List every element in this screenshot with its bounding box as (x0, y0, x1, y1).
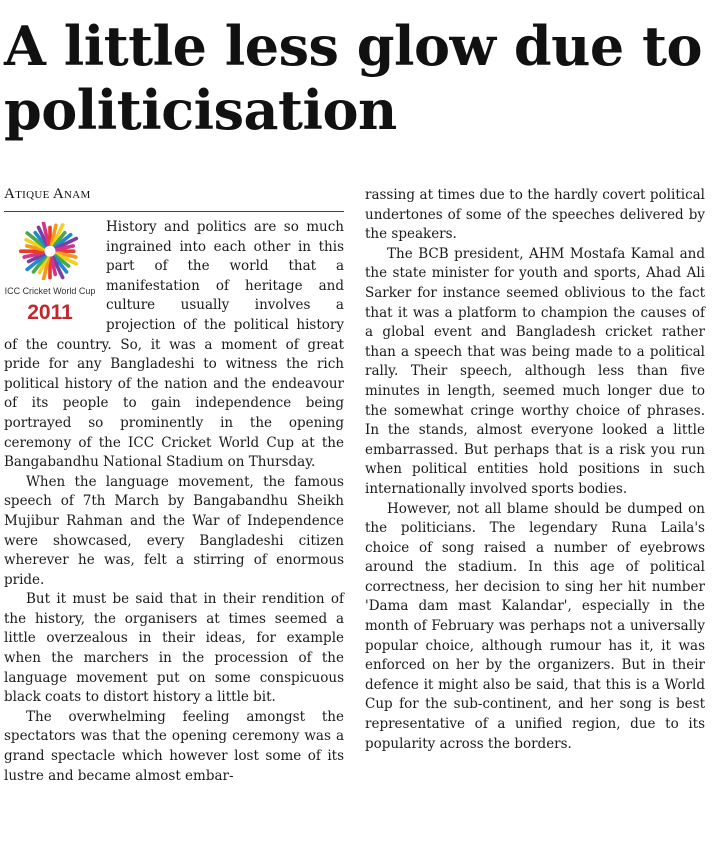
article-column-right (365, 186, 705, 863)
article-paragraph-4-continued: rassing at times due to the hardly covert political undertones of some of the speeches delivered by the speakers. (365, 187, 705, 243)
article-paragraph-3: But it must be said that in their rendition of the history, the organisers at times seemed a little overzealous in their ideas, for example when the marchers in the procession of the language movement put on some conspicuous black coats to distort history a little bit. (4, 591, 344, 706)
headline: A little less glow due to politicisation (4, 14, 702, 142)
article-paragraph-2: When the language movement, the famous speech of 7th March by Bangabandhu Sheikh Mujibur Rahman and the War of Independence were showcased, every Bangladeshi citizen wherever he was, felt a stirring of enormous pride. (4, 473, 344, 588)
world-cup-logo (4, 222, 96, 324)
article-paragraph-6: However, not all blame should be dumped on the politicians. The legendary Runa Laila's choice of song raised a number of eyebrows around the stadium. In this age of political correctness, her decision to sing her hit number 'Dama dam mast Kalandar', especially in the month of February was perhaps not a universally popular choice, although rumour has it, it was enforced on her by the organizers. But in their defence it might also be said, that this is a World Cup for the sub-continent, and her song is best representative of a unified region, due to its popularity across the borders. (365, 500, 705, 752)
article-paragraph-1: History and politics are so much ingrained into each other in this part of the world that a manifestation of heritage and culture usually involves a projection of the political history of the country. So, it was a moment of great pride for any Bangladeshi to witness the rich political history of the nation and the endeavour of its people to gain independence being portrayed so prominently in the opening ceremony of the ICC Cricket World Cup at the Bangabandhu National Stadium on Thursday. (4, 219, 344, 471)
world-cup-logo-label: ICC Cricket World Cup (4, 286, 96, 297)
byline: Atique Anam (4, 186, 91, 202)
world-cup-logo-icon (15, 222, 85, 280)
byline-divider (4, 211, 344, 212)
article-column-left (4, 218, 344, 863)
article-paragraph-5: The BCB president, AHM Mostafa Kamal and the state minister for youth and sports, Ahad Ali Sarker for instance seemed oblivious to the fact that it was a platform to champion the causes of a global event and Bangladesh cricket rather than a speech that was being made to a political rally. Their speech, although less than five minutes in length, seemed much longer due to the somewhat cringe worthy choice of phrases. In the stands, almost everyone looked a little embarrassed. But perhaps that is a risk you run when political entities hold positions in such internationally involved sports bodies. (365, 245, 705, 497)
article-paragraph-4: The overwhelming feeling amongst the spectators was that the opening ceremony was a grand spectacle which however lost some of its lustre and became almost embar- (4, 708, 344, 784)
world-cup-logo-year: 2011 (27, 301, 73, 324)
